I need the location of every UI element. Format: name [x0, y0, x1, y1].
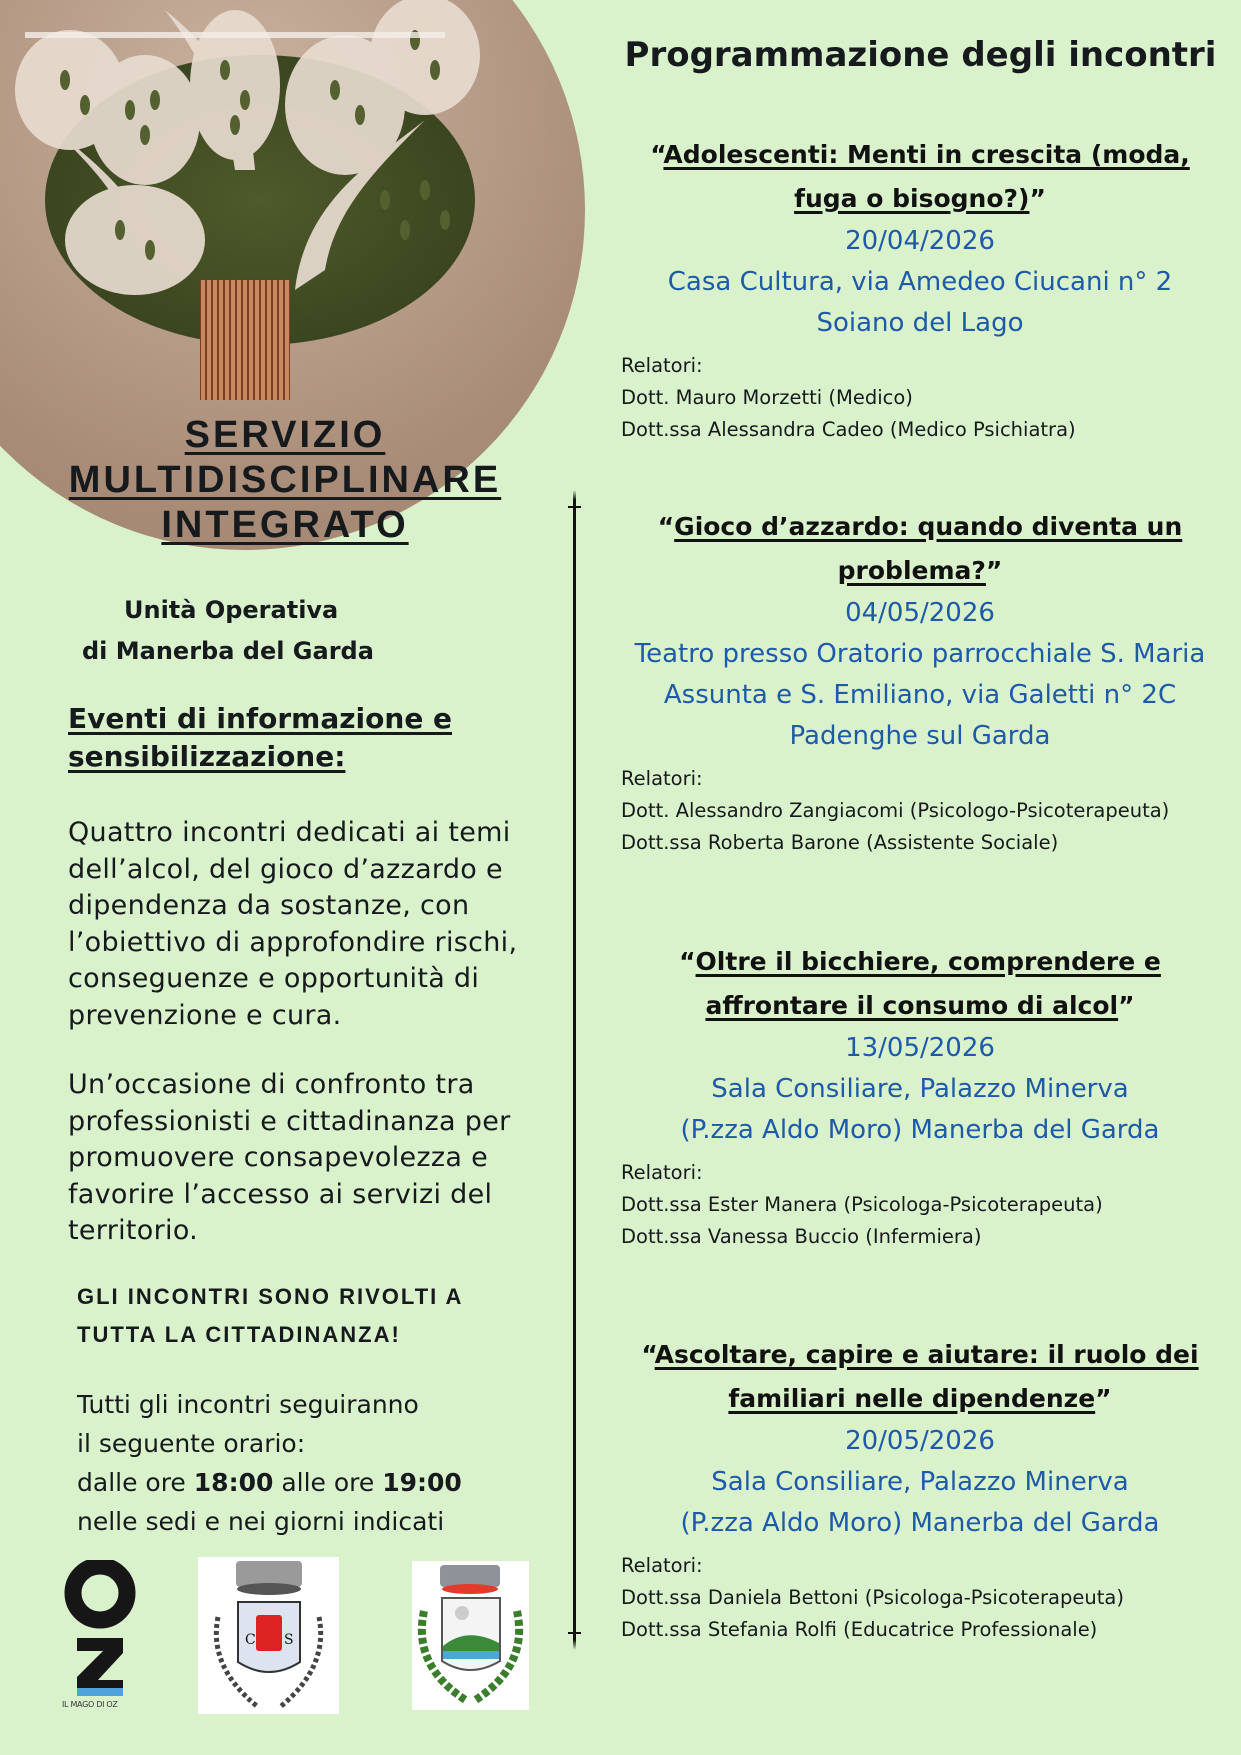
oz-logo-icon [60, 1560, 140, 1700]
event-title: “Ascoltare, capire e aiutare: il ruolo dei familiari nelle dipendenze” [641, 1340, 1199, 1413]
event-card [620, 133, 1220, 446]
event-title-line-2: familiari nelle dipendenze [728, 1384, 1096, 1413]
schedule-line-1: Tutti gli incontri seguiranno [77, 1390, 419, 1419]
event-date: 13/05/2026 [845, 1033, 995, 1063]
schedule-line-2: il seguente orario: [77, 1429, 306, 1458]
speakers-label: Relatori: [621, 767, 703, 790]
speaker: Dott.ssa Stefania Rolfi (Educatrice Professionale) [621, 1618, 1098, 1641]
schedule-from-label: dalle ore [77, 1468, 186, 1497]
event-place-line-1: Casa Cultura, via Amedeo Ciucani n° 2 [667, 267, 1173, 297]
municipal-crest-1 [198, 1557, 339, 1714]
municipal-crest-2 [412, 1561, 529, 1710]
event-place-line-2: (P.zza Aldo Moro) Manerba del Garda [680, 1115, 1160, 1145]
audience-line-1: GLI INCONTRI SONO RIVOLTI A [77, 1284, 464, 1309]
speakers-label: Relatori: [621, 354, 703, 377]
event-card [620, 1333, 1220, 1646]
event-place-line-3: Padenghe sul Garda [789, 721, 1051, 751]
speaker: Dott.ssa Roberta Barone (Assistente Sociale) [621, 831, 1059, 854]
crest-letter-c: C [245, 1632, 256, 1648]
audience-notice [77, 1278, 547, 1354]
service-title-line-1: SERVIZIO [184, 414, 386, 456]
event-place-line-2: Soiano del Lago [816, 308, 1024, 338]
crest-letter-s: S [284, 1632, 294, 1648]
event-title-line-1: Gioco d’azzardo: quando diventa un [674, 512, 1183, 541]
event-place-line-2: Assunta e S. Emiliano, via Galetti n° 2C [663, 680, 1177, 710]
service-title [40, 413, 530, 548]
event-date: 20/04/2026 [845, 226, 995, 256]
crest-bucket-icon [198, 1557, 339, 1714]
intro-paragraph: Quattro incontri dedicati ai temi dell’alcol, del gioco d’azzardo e dipendenza da sostanze, con l’obiettivo di approfondire rischi, conseguenze e opportunità di prevenzione e cura. [68, 817, 518, 1031]
event-title-line-2: affrontare il consumo di alcol [705, 991, 1119, 1020]
operating-unit [82, 590, 374, 672]
speaker: Dott.ssa Alessandra Cadeo (Medico Psichiatra) [621, 418, 1076, 441]
event-title: “Gioco d’azzardo: quando diventa un problema?” [657, 512, 1183, 585]
event-title: “Adolescenti: Menti in crescita (moda, fuga o bisogno?)” [650, 140, 1190, 213]
event-place-line-1: Teatro presso Oratorio parrocchiale S. Maria [634, 639, 1206, 669]
events-heading-line-2: sensibilizzazione: [68, 740, 346, 773]
speaker: Dott.ssa Ester Manera (Psicologa-Psicoterapeuta) [621, 1193, 1103, 1216]
speaker: Dott. Alessandro Zangiacomi (Psicologo-Psicoterapeuta) [621, 799, 1170, 822]
event-title-line-1: Adolescenti: Menti in crescita (moda, [663, 140, 1190, 169]
divider-top-tip [573, 490, 576, 500]
event-date: 20/05/2026 [845, 1426, 995, 1456]
unit-line-2: di Manerba del Garda [82, 637, 374, 665]
speaker: Dott.ssa Daniela Bettoni (Psicologa-Psicoterapeuta) [621, 1586, 1124, 1609]
event-speakers [621, 350, 1220, 446]
event-date: 04/05/2026 [845, 598, 995, 628]
schedule-info [77, 1385, 557, 1541]
speakers-label: Relatori: [621, 1554, 703, 1577]
event-title-line-2: problema? [837, 556, 986, 585]
schedule-to-label: alle ore [281, 1468, 375, 1497]
event-card [620, 940, 1220, 1253]
event-speakers [621, 1157, 1220, 1253]
speaker: Dott.ssa Vanessa Buccio (Infermiera) [621, 1225, 982, 1248]
event-speakers [621, 763, 1220, 859]
purpose-paragraph: Un’occasione di confronto tra professionisti e cittadinanza per promuovere consapevolezza e favorire l’accesso ai servizi del territorio. [68, 1069, 511, 1246]
event-card [620, 505, 1220, 859]
events-heading [68, 700, 548, 776]
program-title: Programmazione degli incontri [624, 35, 1217, 75]
divider-bottom-tip [573, 1640, 576, 1650]
event-place-line-2: (P.zza Aldo Moro) Manerba del Garda [680, 1508, 1160, 1538]
speaker: Dott. Mauro Morzetti (Medico) [621, 386, 913, 409]
service-title-line-2: MULTIDISCIPLINARE [68, 459, 502, 501]
unit-line-1: Unità Operativa [124, 596, 339, 624]
service-title-line-3: INTEGRATO [161, 504, 409, 546]
event-title-line-1: Oltre il bicchiere, comprendere e [695, 947, 1161, 976]
event-title-line-2: fuga o bisogno?) [794, 184, 1030, 213]
crest-laurel-icon [412, 1561, 529, 1710]
event-place-line-1: Sala Consiliare, Palazzo Minerva [711, 1467, 1129, 1497]
vertical-divider [573, 500, 576, 1640]
events-heading-line-1: Eventi di informazione e [68, 702, 453, 735]
event-speakers [621, 1550, 1220, 1646]
event-title-line-1: Ascoltare, capire e aiutare: il ruolo dei [654, 1340, 1199, 1369]
audience-line-2: TUTTA LA CITTADINANZA! [77, 1322, 401, 1347]
mago-di-oz-logo [60, 1560, 140, 1715]
event-place-line-1: Sala Consiliare, Palazzo Minerva [711, 1074, 1129, 1104]
start-time: 18:00 [193, 1468, 274, 1497]
speakers-label: Relatori: [621, 1161, 703, 1184]
schedule-line-4: nelle sedi e nei giorni indicati [77, 1507, 445, 1536]
end-time: 19:00 [382, 1468, 462, 1497]
oz-logo-caption: IL MAGO DI OZ [62, 1700, 118, 1709]
event-title: “Oltre il bicchiere, comprendere e affrontare il consumo di alcol” [679, 947, 1161, 1020]
